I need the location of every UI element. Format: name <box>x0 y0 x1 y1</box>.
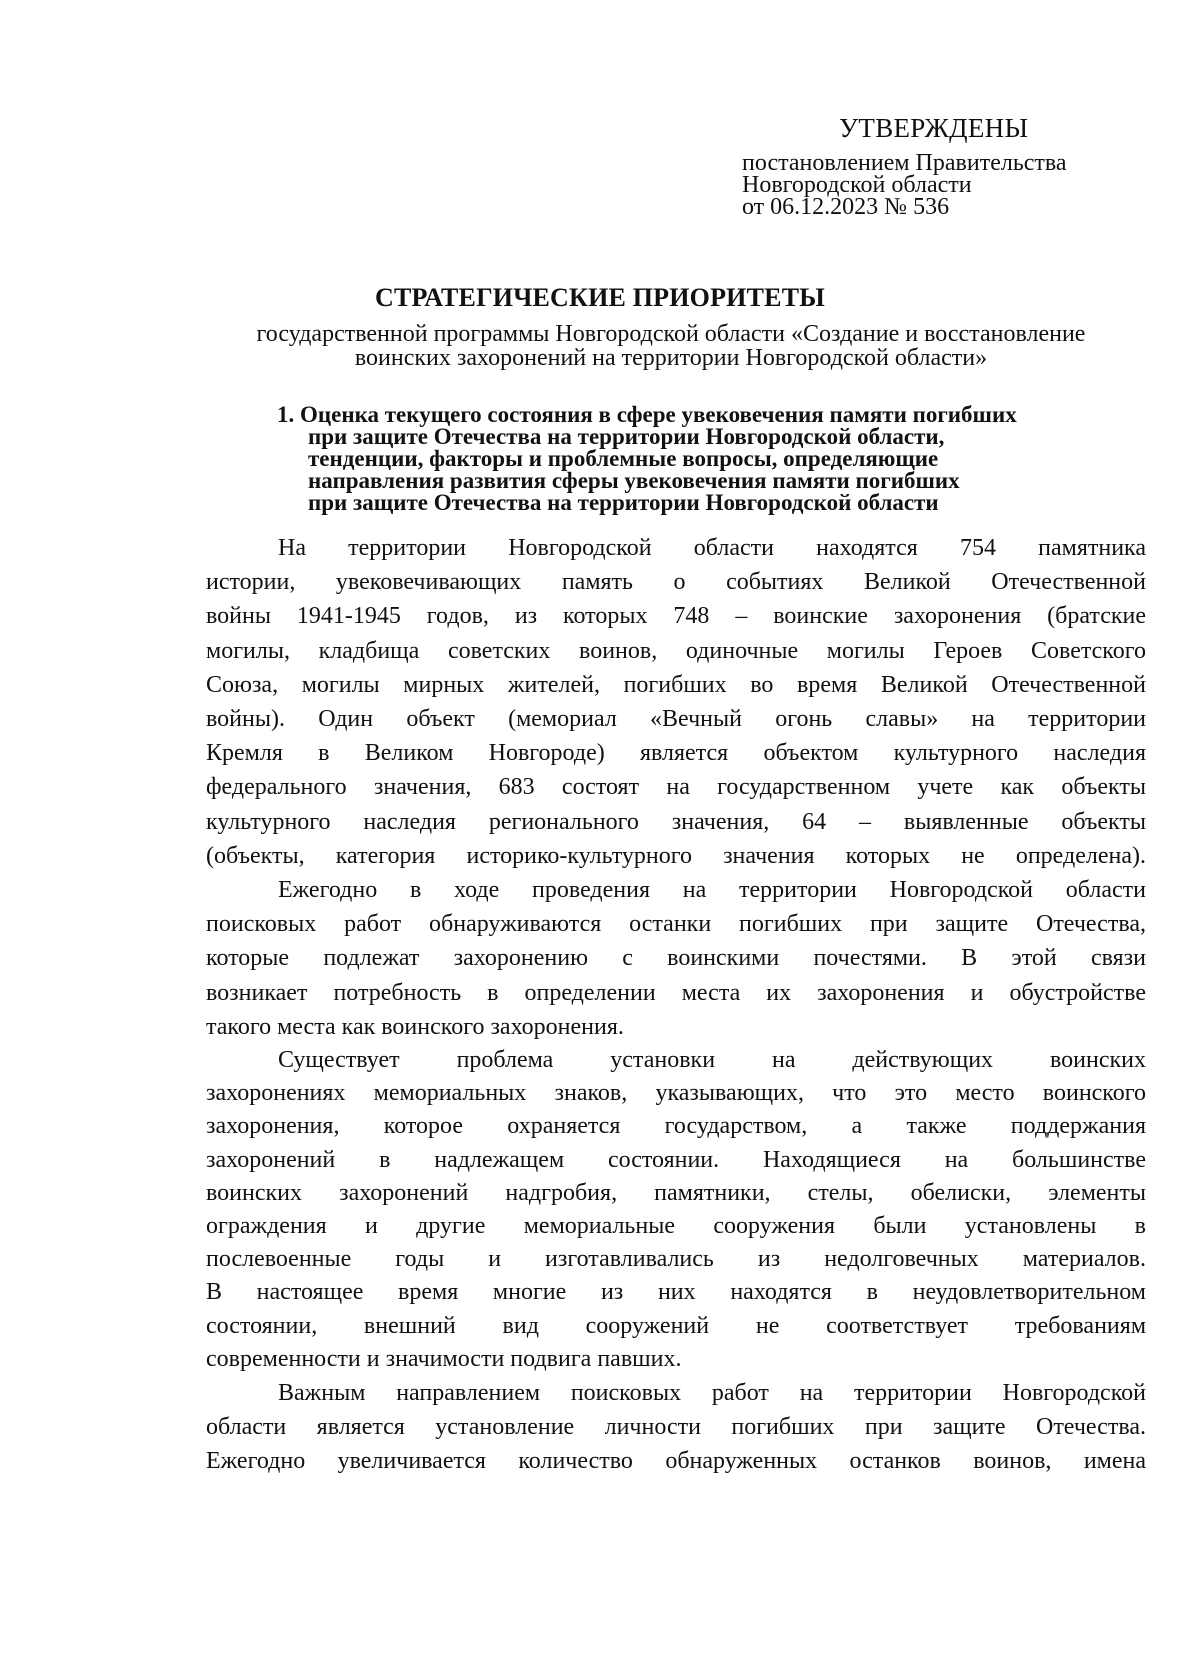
paragraph-line: захоронения, которое охраняется государством, а также поддержания <box>206 1113 1146 1140</box>
document-subtitle <box>196 322 1146 370</box>
paragraph-line: состоянии, внешний вид сооружений не соответствует требованиям <box>206 1312 1146 1339</box>
document-subtitle-line: воинских захоронений на территории Новгородской области» <box>354 345 988 371</box>
document-subtitle-line: государственной программы Новгородской области «Создание и восстановление <box>256 321 1086 347</box>
paragraph-line: ограждения и другие мемориальные сооружения были установлены в <box>206 1213 1146 1240</box>
paragraph-line: поисковых работ обнаруживаются останки погибших при защите Отечества, <box>206 911 1146 938</box>
paragraph-line: возникает потребность в определении места их захоронения и обустройстве <box>206 979 1146 1006</box>
paragraph-line: войны). Один объект (мемориал «Вечный огонь славы» на территории <box>206 706 1146 733</box>
paragraph-line: захоронениях мемориальных знаков, указывающих, что это место воинского <box>206 1080 1146 1107</box>
paragraph-line: Ежегодно в ходе проведения на территории Новгородской области <box>278 877 1146 904</box>
paragraph-line: Важным направлением поисковых работ на территории Новгородской <box>278 1380 1146 1407</box>
approval-block <box>742 112 1162 218</box>
paragraph-line: Существует проблема установки на действующих воинских <box>278 1047 1146 1074</box>
paragraph-line: которые подлежат захоронению с воинскими почестями. В этой связи <box>206 945 1146 972</box>
paragraph-memorial-signs <box>206 1044 1146 1376</box>
paragraph-line: истории, увековечивающих память о событиях Великой Отечественной <box>206 569 1146 596</box>
section-heading-line: 1. Оценка текущего состояния в сфере увековечения памяти погибших <box>277 402 1017 427</box>
paragraph-line: культурного наследия регионального значения, 64 – выявленные объекты <box>206 808 1146 835</box>
paragraph-line: послевоенные годы и изготавливались из недолговечных материалов. <box>206 1246 1146 1273</box>
document-title: СТРАТЕГИЧЕСКИЕ ПРИОРИТЕТЫ <box>375 283 825 312</box>
approval-line-date-number: от 06.12.2023 № 536 <box>742 194 950 220</box>
approval-line-region: Новгородской области <box>742 172 972 198</box>
paragraph-identification <box>206 1376 1146 1479</box>
paragraph-line: захоронений в надлежащем состоянии. Находящиеся на большинстве <box>206 1146 1146 1173</box>
paragraph-line: современности и значимости подвига павших. <box>206 1345 682 1372</box>
paragraph-line: войны 1941-1945 годов, из которых 748 – воинские захоронения (братские <box>206 603 1146 630</box>
section-heading-line: тенденции, факторы и проблемные вопросы, определяющие <box>308 446 939 471</box>
paragraph-search-works <box>206 873 1146 1044</box>
paragraph-line: (объекты, категория историко-культурного значения которых не определена). <box>206 842 1146 869</box>
paragraph-line: Кремля в Великом Новгороде) является объектом культурного наследия <box>206 740 1146 767</box>
paragraph-line: области является установление личности погибших при защите Отечества. <box>206 1414 1146 1441</box>
paragraph-line: В настоящее время многие из них находятся в неудовлетворительном <box>206 1279 1146 1306</box>
section-heading-line: при защите Отечества на территории Новгородской области <box>308 490 939 515</box>
paragraph-line: Ежегодно увеличивается количество обнаруженных останков воинов, имена <box>206 1448 1146 1475</box>
paragraph-line: федерального значения, 683 состоят на государственном учете как объекты <box>206 774 1146 801</box>
paragraph-line: такого места как воинского захоронения. <box>206 1013 624 1040</box>
paragraph-line: могилы, кладбища советских воинов, одиночные могилы Героев Советского <box>206 637 1146 664</box>
section-heading <box>277 404 1147 514</box>
paragraph-monuments <box>206 531 1146 873</box>
document-body <box>206 531 1146 1479</box>
paragraph-line: Союза, могилы мирных жителей, погибших во время Великой Отечественной <box>206 671 1146 698</box>
approval-line-resolution: постановлением Правительства <box>742 150 1067 176</box>
paragraph-line: На территории Новгородской области находятся 754 памятника <box>278 535 1146 561</box>
approval-title: УТВЕРЖДЕНЫ <box>839 113 1029 143</box>
section-heading-line: при защите Отечества на территории Новгородской области, <box>308 424 945 449</box>
section-heading-line: направления развития сферы увековечения памяти погибших <box>308 468 960 493</box>
paragraph-line: воинских захоронений надгробия, памятники, стелы, обелиски, элементы <box>206 1179 1146 1206</box>
